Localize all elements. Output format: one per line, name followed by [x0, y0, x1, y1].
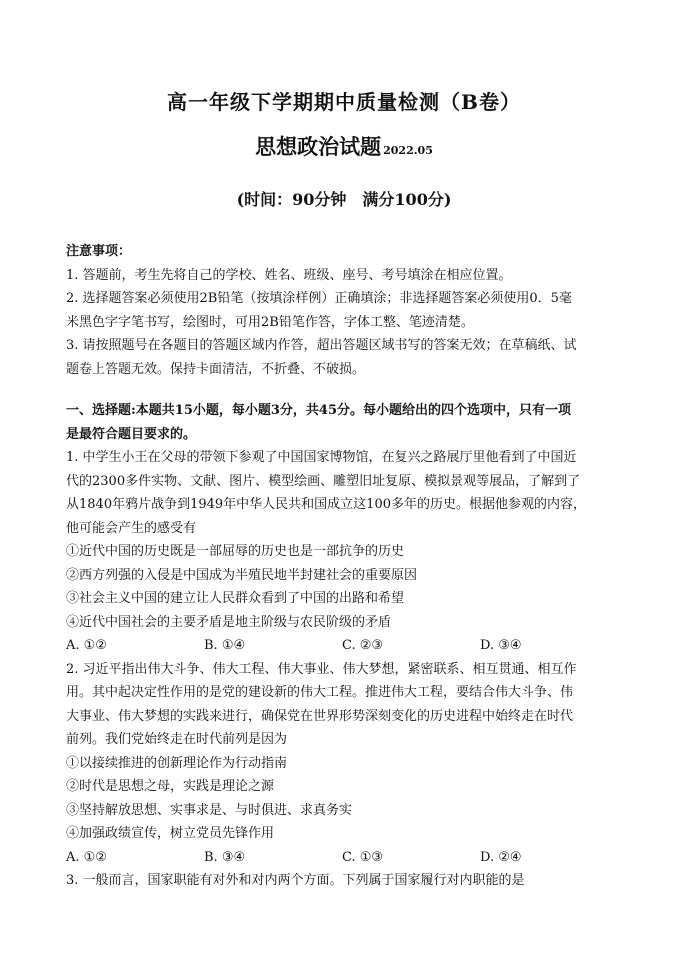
question-1-option: ③社会主义中国的建立让人民群众看到了中国的出路和希望	[66, 591, 405, 606]
question-2-option: ④加强政绩宣传，树立党员先锋作用	[66, 826, 275, 841]
question-1-option: ④近代中国社会的主要矛盾是地主阶级与农民阶级的矛盾	[66, 614, 392, 630]
choice-a: A. ①②	[66, 638, 107, 653]
question-2-option: ③坚持解放思想、实事求是、与时俱进、求真务实	[66, 802, 353, 818]
question-1-option: ①近代中国的历史既是一部屈辱的历史也是一部抗争的历史	[66, 544, 405, 559]
choice-c: C. ①③	[342, 849, 384, 865]
question-1-stem: 1. 中学生小王在父母的带领下参观了中国国家博物馆，在复兴之路展厅里他看到了中国近	[66, 450, 577, 465]
notice-heading: 注意事项：	[66, 244, 132, 259]
choice-b: B. ③④	[204, 849, 246, 865]
question-3-stem: 3. 一般而言，国家职能有对外和对内两个方面。下列属于国家履行对内职能的是	[66, 873, 525, 888]
section-heading: 一、选择题:本题共15小题，每小题3分，共45分。每小题给出的四个选项中，只有一项	[66, 403, 572, 418]
exam-meta	[0, 187, 688, 210]
exam-date: 2022.05	[383, 144, 433, 157]
section-heading-cont: 是最符合题目要求的。	[66, 426, 197, 442]
question-1-stem: 从1840年鸦片战争到1949年中华人民共和国成立这100多年的历史。根据他参观的内容，	[66, 497, 586, 512]
question-1-option: ②西方列强的入侵是中国成为半殖民地半封建社会的重要原因	[66, 567, 418, 583]
choice-b: B. ①④	[204, 638, 246, 653]
choice-d: D. ③④	[480, 638, 522, 653]
question-2-option: ②时代是思想之母，实践是理论之源	[66, 779, 275, 794]
exam-time: (时间：90分钟	[236, 190, 347, 209]
choice-c: C. ②③	[342, 638, 384, 653]
notice-line: 2. 选择题答案必须使用2B铅笔（按填涂样例）正确填涂；非选择题答案必须使用0．5毫	[66, 291, 572, 306]
question-2-stem: 大事业、伟大梦想的实践来进行，确保党在世界形势深刻变化的历史进程中始终走在时代	[66, 708, 574, 724]
choice-a: A. ①②	[66, 849, 107, 865]
question-2-stem: 前列。我们党始终走在时代前列是因为	[66, 732, 288, 747]
exam-title: 高一年级下学期期中质量检测（B卷）	[167, 90, 521, 114]
question-1-choices	[66, 634, 626, 658]
notice-line: 1. 答题前，考生先将自己的学校、姓名、班级、座号、考号填涂在相应位置。	[66, 267, 512, 283]
question-2-choices	[66, 846, 626, 870]
question-2-stem: 用。其中起决定性作用的是党的建设新的伟大工程。推进伟大工程，要结合伟大斗争、伟	[66, 685, 574, 700]
notice-line: 3. 请按照题号在各题目的答题区域内作答，超出答题区域书写的答案无效；在草稿纸、试	[66, 338, 577, 353]
exam-score: 满分100分)	[362, 190, 452, 209]
subject-title: 思想政治试题	[255, 134, 382, 159]
choice-d: D. ②④	[480, 849, 522, 865]
question-2-stem: 2. 习近平指出伟大斗争、伟大工程、伟大事业、伟大梦想，紧密联系、相互贯通、相互作	[66, 661, 577, 677]
notice-line: 题卷上答题无效。保持卡面清洁，不折叠、不破损。	[66, 361, 366, 377]
question-1-stem: 他可能会产生的感受有	[66, 520, 197, 536]
question-1-stem: 代的2300多件实物、文献、图片、模型绘画、雕塑旧址复原、模拟景观等展品，了解到了	[66, 473, 581, 489]
exam-subtitle	[0, 131, 688, 161]
question-2-option: ①以接续推进的创新理论作为行动指南	[66, 755, 288, 771]
notice-line: 米黑色字字笔书写，绘图时，可用2B铅笔作答，字体工整、笔迹清楚。	[66, 314, 474, 330]
exam-body	[66, 240, 626, 893]
